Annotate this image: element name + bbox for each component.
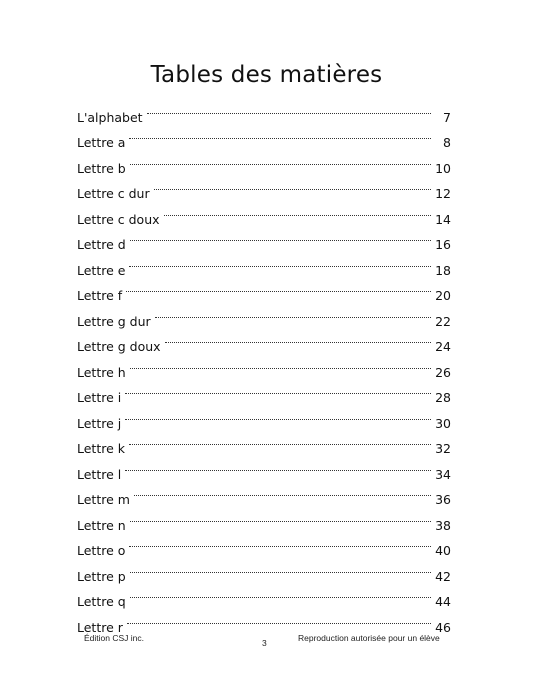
- toc-page-number: 36: [435, 492, 451, 507]
- toc-entry-label: Lettre f: [77, 288, 123, 303]
- toc-entry-label: Lettre d: [77, 237, 126, 252]
- toc-entry-label: Lettre o: [77, 543, 126, 558]
- dot-leader: [125, 377, 431, 403]
- dot-leader: [130, 555, 431, 581]
- toc-page-number: 24: [435, 339, 451, 354]
- dot-leader: [154, 173, 431, 199]
- dot-leader: [130, 147, 431, 173]
- toc-entry-label: Lettre r: [77, 619, 123, 635]
- toc-entry-label: Lettre h: [77, 364, 126, 380]
- toc-row-lettre-f: [77, 275, 451, 301]
- toc-entry-label: Lettre e: [77, 262, 126, 278]
- toc-row-alphabet: [77, 96, 451, 125]
- footer-reproduction-notice: Reproduction autorisée pour un élève: [298, 633, 440, 643]
- toc-row-lettre-d: [77, 224, 451, 250]
- dot-leader: [130, 504, 431, 530]
- toc-entry-label: Lettre c doux: [77, 211, 160, 227]
- toc-entry-label: Lettre n: [77, 517, 126, 533]
- dot-leader: [125, 453, 431, 479]
- toc-entry-label: Lettre b: [77, 160, 126, 176]
- toc-row-lettre-b: [77, 147, 451, 176]
- table-of-contents: [77, 96, 451, 635]
- toc-page-number: 7: [443, 109, 451, 125]
- toc-page-number: 46: [435, 619, 451, 635]
- dot-leader: [129, 428, 431, 454]
- toc-row-lettre-i: [77, 377, 451, 403]
- toc-row-lettre-q: [77, 581, 451, 607]
- footer-page-number: 3: [262, 638, 267, 648]
- dot-leader: [125, 402, 431, 428]
- toc-entry-label: Lettre l: [77, 466, 122, 482]
- dot-leader: [129, 530, 431, 556]
- toc-page-number: 38: [435, 517, 451, 533]
- toc-page-number: 40: [435, 543, 451, 558]
- toc-row-lettre-p: [77, 555, 451, 584]
- toc-page-number: 16: [435, 237, 451, 252]
- toc-entry-label: Lettre q: [77, 594, 126, 609]
- toc-page-number: 8: [443, 135, 451, 150]
- dot-leader: [127, 606, 431, 632]
- toc-entry-label: Lettre m: [77, 492, 130, 507]
- toc-row-lettre-l: [77, 453, 451, 482]
- toc-page-number: 10: [435, 160, 451, 176]
- page-title: Tables des matières: [150, 62, 383, 88]
- dot-leader: [129, 249, 431, 275]
- toc-row-lettre-n: [77, 504, 451, 533]
- toc-row-lettre-o: [77, 530, 451, 556]
- toc-page-number: 12: [435, 186, 451, 201]
- toc-row-lettre-j: [77, 402, 451, 431]
- toc-row-lettre-e: [77, 249, 451, 278]
- dot-leader: [164, 198, 431, 224]
- toc-row-lettre-g-dur: [77, 300, 451, 329]
- toc-entry-label: Lettre p: [77, 568, 126, 584]
- toc-row-lettre-a: [77, 122, 451, 148]
- footer-publisher: Édition CSJ inc.: [84, 633, 144, 643]
- toc-entry-label: Lettre g doux: [77, 339, 161, 354]
- toc-entry-label: Lettre c dur: [77, 186, 150, 201]
- dot-leader: [134, 479, 431, 505]
- dot-leader: [126, 275, 431, 301]
- toc-page-number: 26: [435, 364, 451, 380]
- toc-page-number: 30: [435, 415, 451, 431]
- toc-row-lettre-r: [77, 606, 451, 635]
- dot-leader: [130, 224, 431, 250]
- dot-leader: [130, 351, 431, 377]
- toc-page-number: 32: [435, 441, 451, 456]
- toc-page-number: 34: [435, 466, 451, 482]
- toc-page-number: 22: [435, 313, 451, 329]
- dot-leader: [129, 122, 431, 148]
- page-footer: [0, 633, 533, 653]
- toc-row-lettre-k: [77, 428, 451, 454]
- toc-entry-label: Lettre i: [77, 390, 122, 405]
- dot-leader: [155, 300, 431, 326]
- toc-row-lettre-c-dur: [77, 173, 451, 199]
- toc-page-number: 14: [435, 211, 451, 227]
- toc-page-number: 42: [435, 568, 451, 584]
- toc-row-lettre-h: [77, 351, 451, 380]
- toc-entry-label: Lettre a: [77, 135, 126, 150]
- toc-page-number: 18: [435, 262, 451, 278]
- toc-row-lettre-m: [77, 479, 451, 505]
- toc-page-number: 28: [435, 390, 451, 405]
- toc-page-number: 20: [435, 288, 451, 303]
- dot-leader: [130, 581, 431, 607]
- toc-page-number: 44: [435, 594, 451, 609]
- dot-leader: [165, 326, 431, 352]
- toc-entry-label: Lettre g dur: [77, 313, 151, 329]
- toc-entry-label: Lettre j: [77, 415, 122, 431]
- dot-leader: [147, 96, 431, 122]
- toc-entry-label: Lettre k: [77, 441, 126, 456]
- toc-entry-label: L'alphabet: [77, 109, 143, 125]
